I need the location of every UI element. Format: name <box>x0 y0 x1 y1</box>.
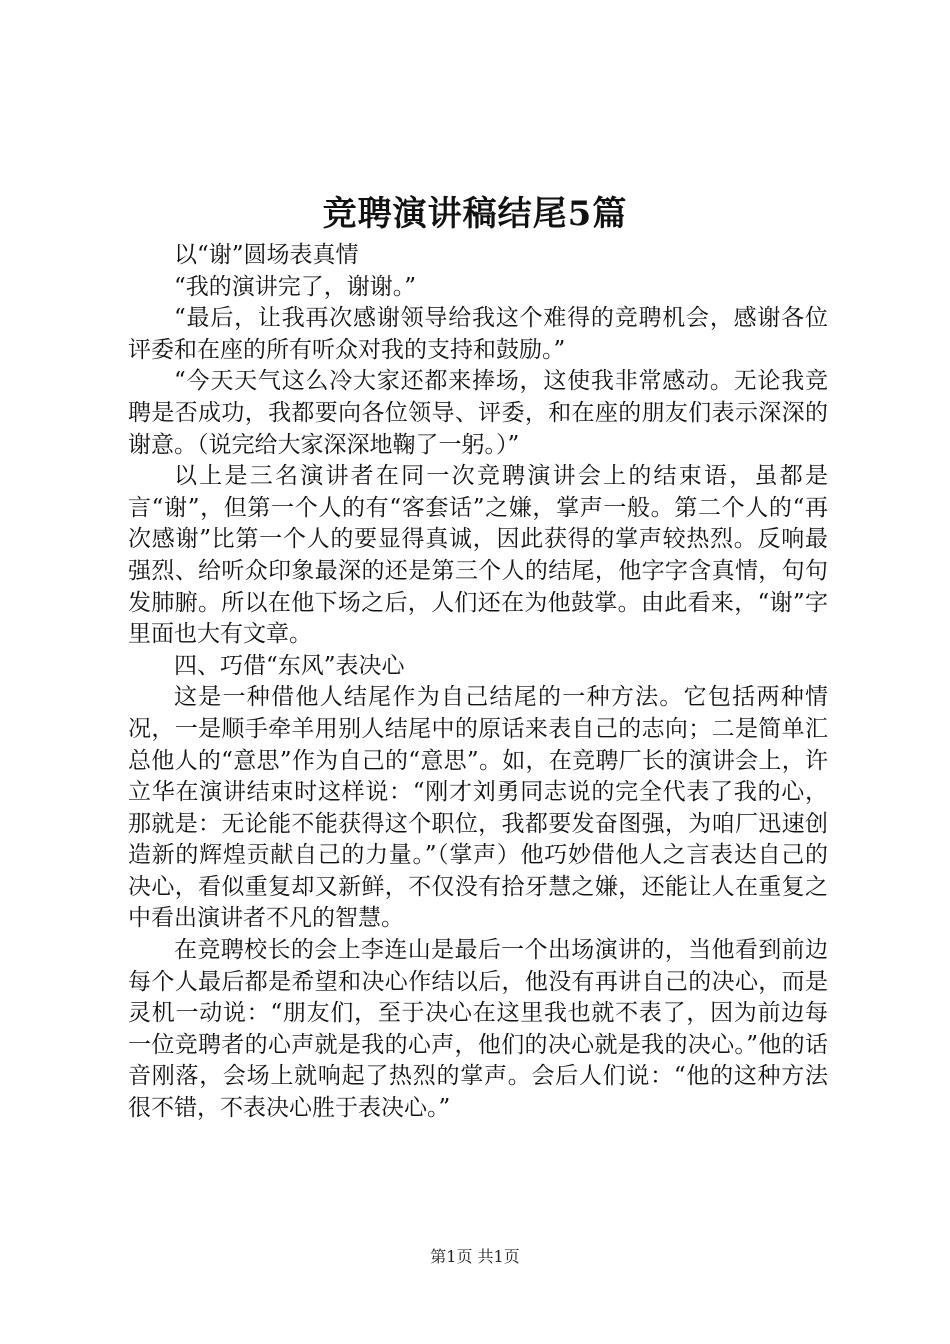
paragraph: 这是一种借他人结尾作为自己结尾的一种方法。它包括两种情况，一是顺手牵羊用别人结尾中的原话来表自己的志向；二是简单汇总他人的“意思”作为自己的“意思”。如，在竞聘厂长的演讲会上，许立华在演讲结束时这样说：“刚才刘勇同志说的完全代表了我的心，那就是：无论能不能获得这个职位，我都要发奋图强，为咱厂迅速创造新的辉煌贡献自己的力量。”（掌声）他巧妙借他人之言表达自己的决心，看似重复却又新鲜，不仅没有拾牙慧之嫌，还能让人在重复之中看出演讲者不凡的智慧。 <box>128 684 828 932</box>
paragraph: “最后，让我再次感谢领导给我这个难得的竞聘机会，感谢各位评委和在座的所有听众对我的支持和鼓励。” <box>128 305 828 363</box>
paragraph: 以“谢”圆场表真情 <box>174 242 359 268</box>
paragraph: 在竞聘校长的会上李连山是最后一个出场演讲的，当他看到前边每个人最后都是希望和决心作结以后，他没有再讲自己的决心，而是灵机一动说：“朋友们，至于决心在这里我也就不表了，因为前边每一位竞聘者的心声就是我的心声，他们的决心就是我的决心。”他的话音刚落，会场上就响起了热烈的掌声。会后人们说：“他的这种方法很不错，不表决心胜于表决心。” <box>128 937 828 1122</box>
paragraph: “今天天气这么冷大家还都来捧场，这使我非常感动。无论我竞聘是否成功，我都要向各位领导、评委，和在座的朋友们表示深深的谢意。（说完给大家深深地鞠了一躬。）” <box>128 368 828 458</box>
paragraph: “我的演讲完了，谢谢。” <box>174 273 417 300</box>
paragraph: 以上是三名演讲者在同一次竞聘演讲会上的结束语，虽都是言“谢”，但第一个人的有“客套话”之嫌，掌声一般。第二个人的“再次感谢”比第一个人的要显得真诚，因此获得的掌声较热烈。反响最强烈、给听众印象最深的还是第三个人的结尾，他字字含真情，句句发肺腑。所以在他下场之后，人们还在为他鼓掌。由此看来，“谢”字里面也大有文章。 <box>128 463 828 648</box>
section-heading: 四、巧借“东风”表决心 <box>174 652 405 679</box>
document-body <box>128 240 828 1125</box>
document-title: 竞聘演讲稿结尾5篇 <box>322 194 628 234</box>
page-footer: 第1页 共1页 <box>430 1247 520 1266</box>
